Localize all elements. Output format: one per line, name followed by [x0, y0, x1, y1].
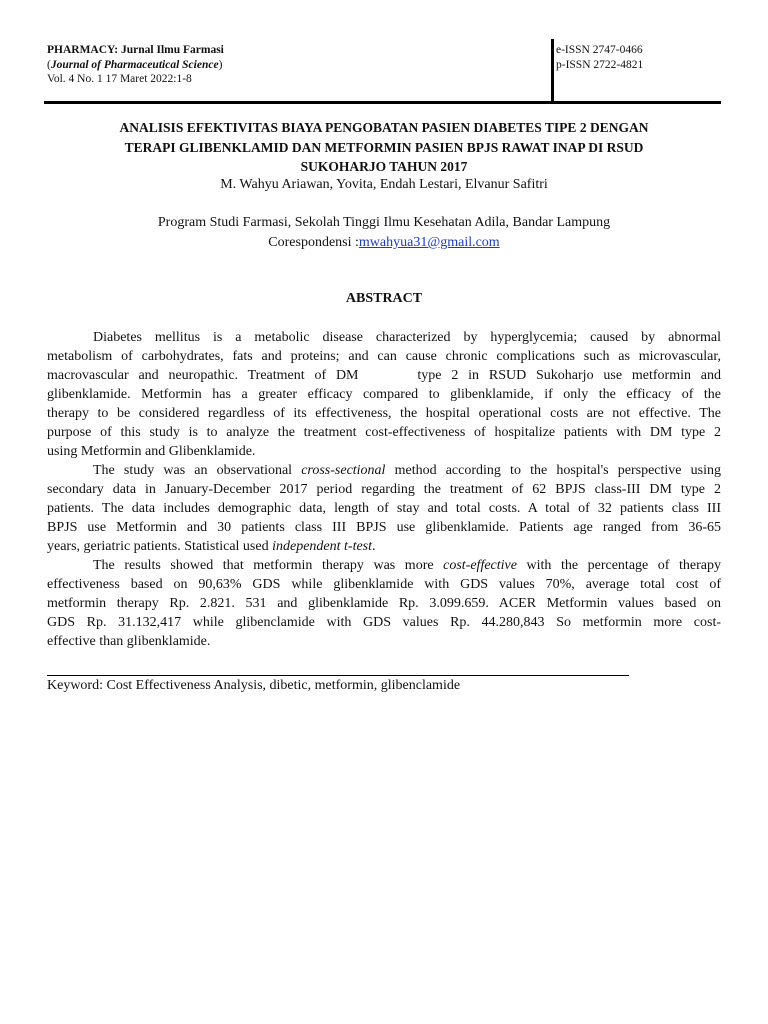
abstract-line: therapy to be considered regardless of its effectiveness, the hospital operational costs are not effective. The	[47, 406, 721, 421]
abstract-line: secondary data in January-December 2017 period regarding the treatment of 62 BPJS class-III DM type 2	[47, 482, 721, 497]
keywords: Keyword: Cost Effectiveness Analysis, dibetic, metformin, glibenclamide	[47, 678, 461, 693]
text-run: .	[372, 539, 376, 554]
authors: M. Wahyu Ariawan, Yovita, Endah Lestari, Elvanur Safitri	[220, 177, 548, 192]
text-run: The results showed that metformin therapy was more	[93, 558, 444, 573]
emphasis-text: cross-sectional	[301, 463, 386, 478]
journal-name: PHARMACY: Jurnal Ilmu Farmasi	[47, 44, 224, 56]
abstract-line: effectiveness based on 90,63% GDS while glibenklamide with GDS values 70%, average total cost of	[47, 577, 721, 592]
abstract-line: effective than glibenklamide.	[47, 634, 211, 649]
emphasis-text: independent t-test	[272, 539, 373, 554]
header-vertical-rule	[551, 39, 554, 103]
title-line-3: SUKOHARJO TAHUN 2017	[300, 159, 468, 174]
header-horizontal-rule	[44, 101, 721, 104]
text-run: The study was an observational	[93, 463, 302, 478]
abstract-line: purpose of this study is to analyze the treatment cost-effectiveness of hospitalize patients with DM type 2	[47, 425, 721, 440]
correspondence-label: Corespondensi :	[268, 235, 359, 250]
paper-title	[60, 118, 708, 177]
affiliation-block	[0, 213, 768, 253]
abstract-line: BPJS use Metformin and 30 patients class III BPJS use glibenklamide. Patients age ranged from 36-65	[47, 520, 721, 535]
journal-volume: Vol. 4 No. 1 17 Maret 2022:1-8	[47, 73, 192, 85]
eissn: e-ISSN 2747-0466	[556, 44, 643, 56]
abstract-line: macrovascular and neuropathic. Treatment of DM type 2 in RSUD Sukoharjo use metformin and	[47, 368, 721, 383]
abstract-line: metabolism of carbohydrates, fats and proteins; and can cause chronic complications such as microvascular,	[47, 349, 721, 364]
text-run: method according to the hospital's perspective using	[385, 463, 721, 478]
abstract-heading: ABSTRACT	[345, 291, 423, 306]
correspondence	[0, 233, 768, 253]
abstract-body	[47, 328, 721, 651]
journal-header	[47, 43, 224, 87]
abstract-line	[47, 461, 721, 480]
abstract-line: GDS Rp. 31.132,417 while glibenclamide with GDS values Rp. 44.280,843 So metformin more cost-	[47, 615, 721, 630]
correspondence-email-link[interactable]: mwahyua31@gmail.com	[358, 235, 500, 250]
abstract-line: Diabetes mellitus is a metabolic disease characterized by hyperglycemia; caused by abnormal	[93, 330, 721, 345]
issn-block	[556, 43, 643, 72]
journal-english-line: (Journal of Pharmaceutical Science)	[47, 58, 223, 71]
journal-english-name: Journal of Pharmaceutical Science	[50, 58, 219, 71]
title-line-2: TERAPI GLIBENKLAMID DAN METFORMIN PASIEN BPJS RAWAT INAP DI RSUD	[124, 139, 644, 155]
abstract-line	[47, 537, 721, 556]
abstract-line	[47, 556, 721, 575]
abstract-line: metformin therapy Rp. 2.821. 531 and glibenklamide Rp. 3.099.659. ACER Metformin values based on	[47, 596, 721, 611]
affiliation: Program Studi Farmasi, Sekolah Tinggi Ilmu Kesehatan Adila, Bandar Lampung	[157, 215, 611, 230]
text-run: with the percentage of therapy	[516, 558, 721, 573]
abstract-line: glibenklamide. Metformin has a greater efficacy compared to glibenklamide, if only the efficacy of the	[47, 387, 721, 402]
abstract-line: using Metformin and Glibenklamide.	[47, 444, 256, 459]
abstract-line: patients. The data includes demographic data, length of stay and total costs. A total of 32 patients class III	[47, 501, 721, 516]
title-line-1: ANALISIS EFEKTIVITAS BIAYA PENGOBATAN PASIEN DIABETES TIPE 2 DENGAN	[119, 120, 649, 135]
text-run: years, geriatric patients. Statistical used	[47, 539, 273, 554]
pissn: p-ISSN 2722-4821	[556, 58, 644, 71]
emphasis-text: cost-effective	[443, 558, 517, 573]
